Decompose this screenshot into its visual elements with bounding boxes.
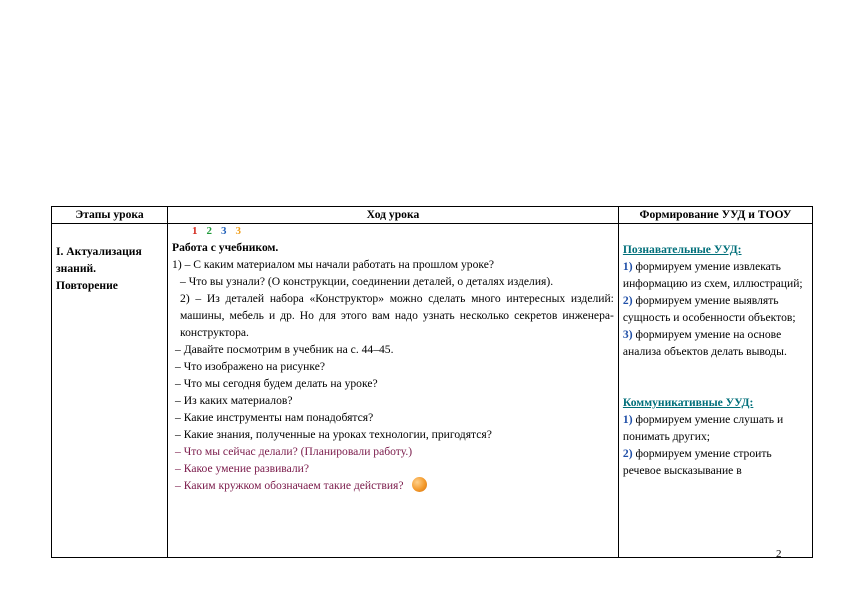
reflection-item xyxy=(172,477,614,494)
uud-item-text: формируем умение выявлять сущность и особенности объектов; xyxy=(622,294,796,324)
question-item: – Что мы сегодня будем делать на уроке? xyxy=(175,377,378,390)
stage-cell xyxy=(52,224,168,558)
reflection-item: – Что мы сейчас делали? (Планировали работу.) xyxy=(175,445,413,458)
uud-item xyxy=(623,411,808,445)
header-course: Ход урока xyxy=(168,207,619,224)
level-numbers xyxy=(192,224,614,239)
spacer xyxy=(623,360,808,394)
uud-cell xyxy=(618,224,812,558)
uud-item xyxy=(623,258,808,292)
course-heading: Работа с учебником. xyxy=(172,241,279,254)
level-number: 3 xyxy=(221,225,227,237)
uud-item-number: 3) xyxy=(622,328,633,341)
header-stages: Этапы урока xyxy=(52,207,168,224)
uud-item xyxy=(623,445,808,479)
lesson-row xyxy=(52,224,813,558)
question-item: – Что изображено на рисунке? xyxy=(175,360,326,373)
uud-item-text: формируем умение строить речевое высказывание в xyxy=(622,447,772,477)
communicative-uud-title: Коммуникативные УУД: xyxy=(622,396,754,409)
question-item: – Давайте посмотрим в учебник на с. 44–45. xyxy=(175,343,394,356)
course-cell xyxy=(168,224,619,558)
uud-item-number: 2) xyxy=(622,294,633,307)
header-uud: Формирование УУД и ТООУ xyxy=(618,207,812,224)
uud-item xyxy=(623,326,808,360)
uud-item-number: 1) xyxy=(622,413,633,426)
uud-item xyxy=(623,292,808,326)
stage-title: I. Актуализация знаний. xyxy=(56,245,142,275)
page-number: 2 xyxy=(776,548,782,560)
stage-subtitle: Повторение xyxy=(56,279,118,292)
level-number: 1 xyxy=(192,225,198,237)
reflection-item-text: – Каким кружком обозначаем такие действия? xyxy=(175,479,404,492)
cognitive-uud-title: Познавательные УУД: xyxy=(622,243,742,256)
reflection-item: – Какое умение развивали? xyxy=(175,462,309,475)
level-number: 3 xyxy=(235,225,242,237)
question-1: 1) – С каким материалом мы начали работать на прошлом уроке? xyxy=(172,258,495,271)
uud-item-number: 2) xyxy=(622,447,633,460)
uud-item-text: формируем умение слушать и понимать других; xyxy=(622,413,784,443)
level-number: 2 xyxy=(206,225,213,237)
header-row xyxy=(52,207,813,224)
lesson-table xyxy=(51,206,813,558)
question-item: – Из каких материалов? xyxy=(175,394,293,407)
question-item: – Какие инструменты нам понадобятся? xyxy=(175,411,374,424)
question-2: 2) – Из деталей набора «Конструктор» можно сделать много интересных изделий: машины, мебель и др. Но для этого вам надо узнать несколько секретов инженера-конструктора. xyxy=(180,292,614,339)
uud-item-number: 1) xyxy=(622,260,633,273)
orange-circle-icon xyxy=(412,477,427,492)
uud-item-text: формируем умение на основе анализа объектов делать выводы. xyxy=(622,328,787,358)
question-item: – Какие знания, полученные на уроках технологии, пригодятся? xyxy=(175,428,492,441)
uud-item-text: формируем умение извлекать информацию из схем, иллюстраций; xyxy=(622,260,803,290)
question-1-answer: – Что вы узнали? (О конструкции, соединении деталей, о деталях изделия). xyxy=(180,275,554,288)
